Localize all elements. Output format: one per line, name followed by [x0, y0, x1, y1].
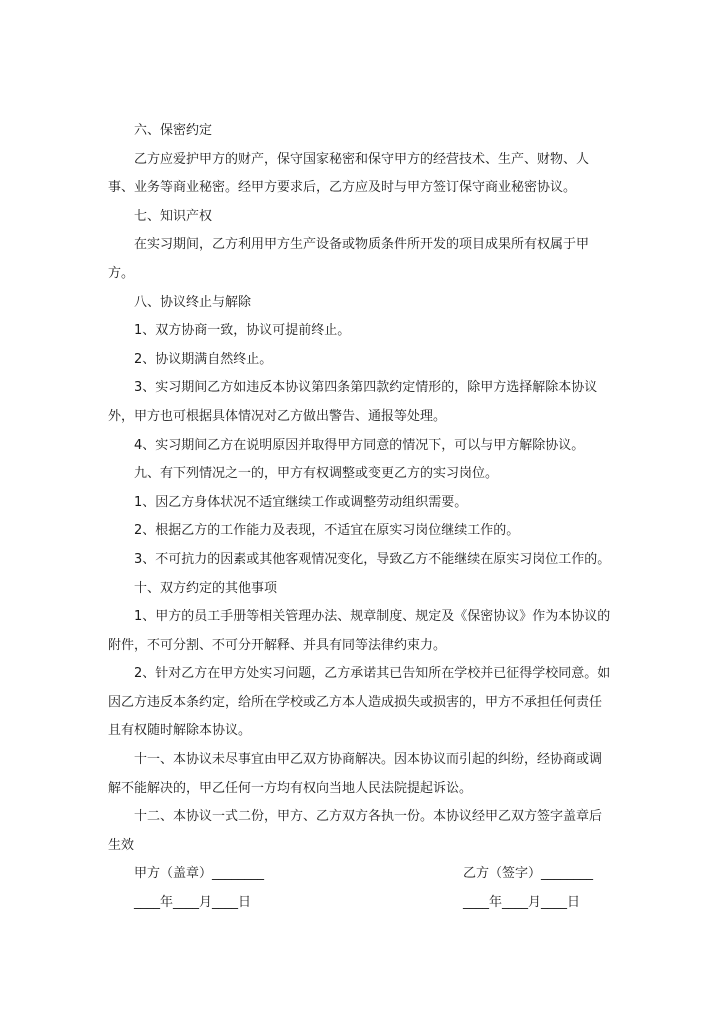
signature-row [108, 860, 614, 889]
clause-other-1: 1、甲方的员工手册等相关管理办法、规章制度、规定及《保密协议》作为本协议的附件，不可分割、不可分开解释、并具有同等法律约束力。 [108, 609, 611, 653]
section-eleven: 十一、本协议未尽事宜由甲乙双方协商解决。因本协议而引起的纠纷，经协商或调解不能解决的，甲乙任何一方均有权向当地人民法院提起诉讼。 [108, 752, 603, 796]
party-b-date: ____年____月____日 [463, 895, 581, 911]
section-twelve: 十二、本协议一式二份，甲方、乙方双方各执一份。本协议经甲乙双方签字盖章后生效 [108, 809, 603, 853]
clause-adjustment-3: 3、不可抗力的因素或其他客观情况变化，导致乙方不能继续在原实习岗位工作的。 [134, 551, 611, 567]
document-body [108, 117, 614, 918]
section-heading-ip: 七、知识产权 [134, 208, 213, 224]
party-b-signature: 乙方（签字）________ [463, 866, 594, 882]
clause-adjustment-2: 2、根据乙方的工作能力及表现，不适宜在原实习岗位继续工作的。 [134, 523, 520, 539]
clause-adjustment-1: 1、因乙方身体状况不适宜继续工作或调整劳动组织需要。 [134, 494, 468, 510]
section-heading-confidentiality: 六、保密约定 [134, 123, 213, 138]
clause-termination-1: 1、双方协商一致，协议可提前终止。 [134, 323, 351, 339]
clause-termination-4: 4、实习期间乙方在说明原因并取得甲方同意的情况下，可以与甲方解除协议。 [134, 437, 585, 453]
paragraph-confidentiality: 乙方应爱护甲方的财产，保守国家秘密和保守甲方的经营技术、生产、财物、人事、业务等商业秘密。经甲方要求后，乙方应及时与甲方签订保守商业秘密协议。 [108, 151, 590, 196]
section-heading-termination: 八、协议终止与解除 [134, 294, 252, 310]
clause-termination-2: 2、协议期满自然终止。 [134, 351, 273, 367]
party-a-date: ____年____月____日 [134, 895, 252, 911]
paragraph-ip: 在实习期间，乙方利用甲方生产设备或物质条件所开发的项目成果所有权属于甲方。 [108, 237, 590, 281]
date-row [108, 889, 614, 918]
section-heading-adjustment: 九、有下列情况之一的，甲方有权调整或变更乙方的实习岗位。 [134, 466, 499, 482]
section-heading-other: 十、双方约定的其他事项 [134, 580, 278, 596]
clause-termination-3: 3、实习期间乙方如违反本协议第四条第四款约定情形的，除甲方选择解除本协议外，甲方也可根据具体情况对乙方做出警告、通报等处理。 [108, 380, 598, 424]
party-a-signature: 甲方（盖章）________ [134, 866, 265, 882]
clause-other-2: 2、针对乙方在甲方处实习问题，乙方承诺其已告知所在学校并已征得学校同意。如因乙方违反本条约定，给所在学校或乙方本人造成损失或损害的，甲方不承担任何责任且有权随时解除本协议。 [108, 666, 611, 739]
